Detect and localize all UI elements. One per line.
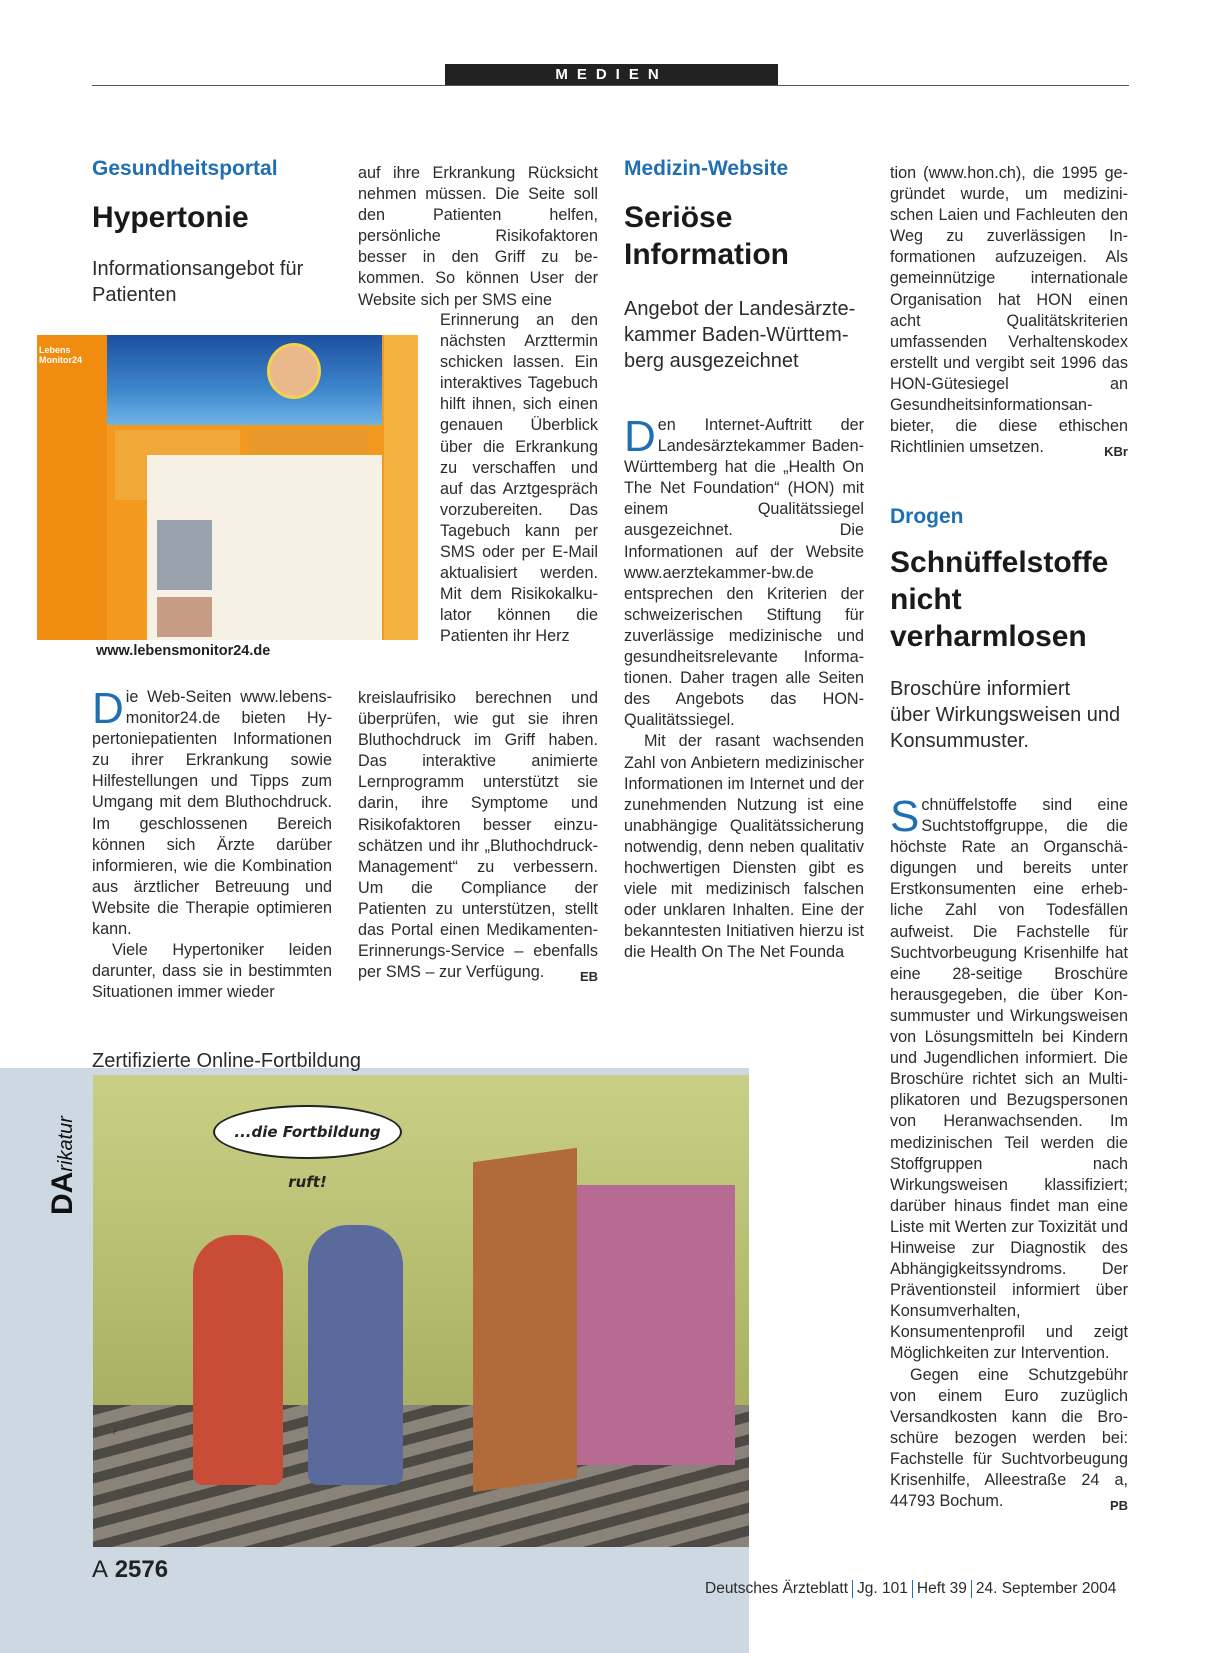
article3-col4: Schnüffelstoffe sind eine Suchtstoffgruppe, die die höchste Rate an Organschädigungen und bereits unter Erstkonsumenten eine erhebliche Zahl von Todesfällen aufweist. Die Fachstelle für Suchtvorbeugung Krisenhilfe hat eine 28-seitige Broschüre herausgegeben, die über Konsummuster und Wirkungsweisen von Lösungsmitteln bei Kindern und Jugendlichen informiert. Die Broschüre richtet sich an Multiplikatoren und Bezugspersonen von Heranwachsenden. Im medizinischen Teil werden die Stoffgruppen nach Wirkungsweisen klassifiziert; darüber hinaus findet man eine Liste mit Werten zur Toxizität und Hinweise zur Diagnostik des Abhängigkeitssyndroms. Der Präventionsteil informiert über Konsumverhalten, Konsumentenprofil und zeigt Möglichkeiten zur Intervention. Gegen eine Schutzgebühr von einem Euro zuzüglich Versandkosten kann die Broschüre bezogen werden bei: Fachstelle für Suchtvorbeugung Krisenhilfe, Alleestraße 24 a, 44793 Bochum. PB bbox=[890, 795, 1128, 1516]
footer-citation: Deutsches Ärzteblatt Jg. 101 Heft 39 24. September 2004 bbox=[705, 1580, 1117, 1598]
speech-bubble: ...die Fortbildung ruft! bbox=[213, 1105, 402, 1159]
article2-signature: KBr bbox=[1104, 444, 1128, 460]
article2-col4: tion (www.hon.ch), die 1995 gegründet wurde, um medizinischen Laien und Fachleuten den Weg zu zuverlässigen Informationen aufzuzeigen. Als gemeinnützige internationale Organisation hat HON einen acht Qualitätskriterien umfassenden Verhaltenskodex erstellt und vergibt seit 1996 das HON-Gütesiegel an Gesundheitsinformationsanbieter, die diese ethischen Richtlinien umsetzen. KBr bbox=[890, 163, 1128, 462]
article1-signature: EB bbox=[579, 969, 598, 985]
cartoon-illustration bbox=[93, 1075, 749, 1547]
artist-signature: ~ bbox=[107, 1427, 123, 1437]
page-number: A 2576 bbox=[92, 1556, 169, 1583]
article1-col2-narrow: Erinnerung an den nächsten Arzttermin schicken lassen. Ein interaktives Tagebuch hilft ihnen, sich einen genauen Überblick über die Erkrankung zu verschaffen und auf das Arztgespräch vorzubereiten. Das Tagebuch kann per SMS oder per E-Mail aktualisiert werden. Mit dem Risikokalkulator können die Patienten ihr Herz bbox=[440, 311, 598, 646]
article2-title: Seriöse Information bbox=[624, 201, 789, 271]
website-screenshot bbox=[37, 335, 418, 640]
section-label: MEDIEN bbox=[445, 64, 778, 85]
cartoon-caption: Zertifizierte Online-Fortbildung bbox=[92, 1050, 361, 1072]
article3-signature: PB bbox=[1109, 1498, 1128, 1514]
darikatur-logo: DArikatur bbox=[46, 1116, 79, 1215]
cartoon-woman bbox=[193, 1235, 283, 1485]
article3-subtitle: Broschüre informiert über Wirkungsweisen und Konsummuster. bbox=[890, 678, 1121, 752]
article3-kicker: Drogen bbox=[890, 505, 964, 528]
image-caption: www.lebensmonitor24.de bbox=[96, 643, 271, 659]
header-rule bbox=[92, 85, 1129, 86]
website-logo: Lebens Monitor24 bbox=[39, 345, 83, 365]
drop-cap: D bbox=[624, 412, 656, 461]
article2-kicker: Medizin-Website bbox=[624, 157, 789, 180]
article1-subtitle: Informationsangebot für Patienten bbox=[92, 258, 304, 306]
drop-cap: S bbox=[890, 792, 920, 841]
article1-col2-bottom: kreislaufrisiko berechnen und überprüfen, wie gut sie ihren Bluthochdruck im Griff haben. Das interaktive animierte Lernprogramm unterstützt sie darin, ihre Symptome und Risikofaktoren besser einzuschätzen und ihr „Bluthochdruck-Management“ zu verbessern. Um die Compliance der Patienten zu unterstützen, stellt das Portal einen Medikamenten-Erinnerungs-Service – ebenfalls per SMS – zur Verfügung. EB bbox=[358, 688, 598, 987]
article1-col1: Die Web-Seiten www.lebensmonitor24.de bieten Hypertoniepatienten Informationen zu ihrer Erkrankung sowie Hilfestellungen und Tipps zum Umgang mit dem Bluthochdruck. Im geschlossenen Bereich können sich Ärzte darüber informieren, wie die Kombination aus ärztlicher Betreuung und Website die Therapie optimieren kann. Viele Hypertoniker leiden darunter, dass sie in bestimmten Situationen immer wieder bbox=[92, 684, 332, 1002]
article1-col2-top: auf ihre Erkrankung Rücksicht nehmen müssen. Die Seite soll den Patienten helfen, persönliche Risikofaktoren besser in den Griff zu bekommen. So können User der Website sich per SMS eine bbox=[358, 164, 598, 309]
article2-subtitle: Angebot der Landesärzte- kammer Baden-Württem- berg ausgezeichnet bbox=[624, 298, 856, 372]
cartoon-man bbox=[308, 1225, 403, 1485]
article1-title: Hypertonie bbox=[92, 201, 249, 234]
article1-kicker: Gesundheitsportal bbox=[92, 157, 278, 180]
drop-cap: D bbox=[92, 684, 124, 733]
article2-col3: Den Internet-Auftritt der Landesärztekammer Baden-Württemberg hat die „Health On The Net Foundation“ (HON) mit einem Qualitätssiegel ausgezeichnet. Die Informationen auf der Website www.aerztekammer-bw.de entsprechen den Kriterien der schweizerischen Stiftung für zuverlässige medizinische und gesundheitsrelevante Informationen. Daher tragen alle Seiten des Angebots das HON-Qualitätssiegel. Mit der rasant wachsenden Zahl von Anbietern medizinischer Informationen im Internet und der zunehmenden Nutzung ist eine unabhängige Qualitätssicherung notwendig, denn neben qualitativ hochwertigen Diensten gibt es viele mit medizinisch falschen oder unklaren Inhalten. Eine der bekanntesten Initiativen hierzu ist die Health On The Net Founda bbox=[624, 412, 864, 962]
article3-title: Schnüffelstoffe nicht verharmlosen bbox=[890, 546, 1109, 653]
